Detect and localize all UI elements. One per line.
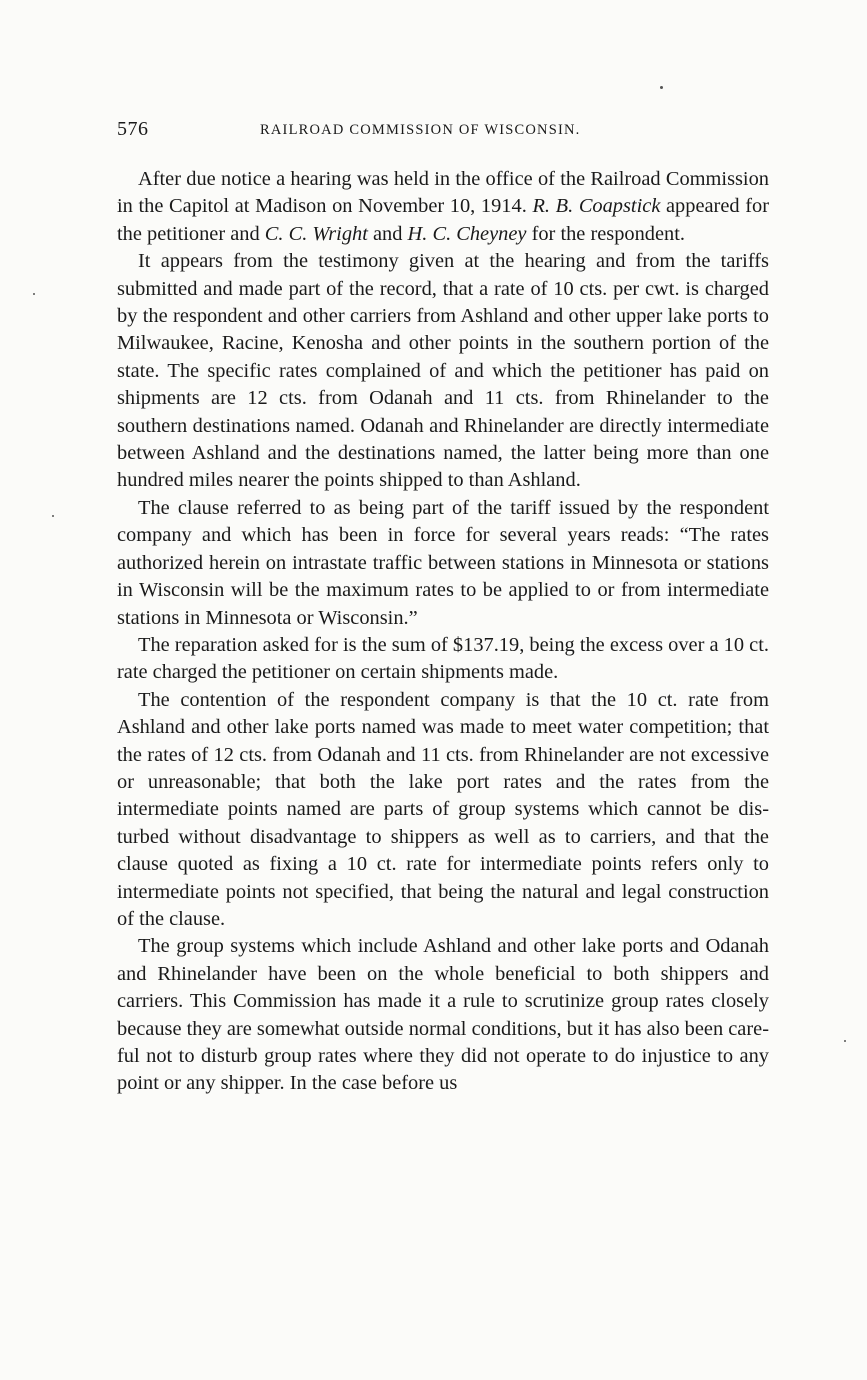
running-title: RAILROAD COMMISSION OF WISCONSIN. xyxy=(260,122,581,138)
paragraph-contention: The contention of the respondent company is that the 10 ct. rate from Ashland and other lake ports named was made to meet water competition; that the rates of 12 cts. from Odanah and 11 cts. from Rhinelander are not excessive or unreasonable; that both the lake port rates and the rates from the intermediate points named are parts of group systems which cannot be disturbed without disadvantage to shippers as well as to carriers, and that the clause quoted as fixing a 10 ct. rate for intermediate points refers only to intermediate points not specified, that being the natural and legal construction of the clause. xyxy=(117,688,769,930)
paragraph-text: and xyxy=(367,222,408,245)
print-speck xyxy=(33,293,35,295)
print-speck xyxy=(52,515,54,517)
paragraph-group-systems: The group systems which include Ashland and other lake ports and Odanah and Rhinelander have been on the whole beneficial to both shippers and carriers. This Commission has made it a rule to scrutinize group rates closely because they are somewhat outside normal conditions, but it has also been careful not to disturb group rates where they did not operate to do injustice to any point or any shipper. In the case before us xyxy=(117,935,769,1095)
respondent-attorney-name: C. C. Wright xyxy=(264,222,368,245)
paragraph-text: After due notice a hearing was held in the office of the Railroad Commission in the Capitol at Madison on November 10, 1914. xyxy=(117,168,769,218)
petitioner-attorney-name: R. B. Coapstick xyxy=(532,195,661,218)
page-number: 576 xyxy=(117,118,149,140)
respondent-attorney-name: H. C. Cheyney xyxy=(407,222,527,245)
running-head xyxy=(117,118,767,142)
paragraph-hearing xyxy=(117,166,769,248)
paragraph-reparation: The reparation asked for is the sum of $137.19, being the excess over a 10 ct. rate charged the petitioner on certain shipments made. xyxy=(117,633,769,684)
print-speck xyxy=(660,86,663,89)
paragraph-testimony: It appears from the testimony given at the hearing and from the tariffs submitted and made part of the record, that a rate of 10 cts. per cwt. is charged by the respondent and other carriers from Ashland and other upper lake ports to Milwaukee, Racine, Kenosha and other points in the southern portion of the state. The specific rates complained of and which the petitioner has paid on shipments are 12 cts. from Odanah and 11 cts. from Rhinelander to the southern destinations named. Odanah and Rhinelander are directly intermediate between Ashland and the destinations named, the latter being more than one hundred miles nearer the points shipped to than Ashland. xyxy=(117,250,769,492)
print-speck xyxy=(844,1040,846,1042)
body-text xyxy=(117,166,769,1098)
paragraph-tariff-clause: The clause referred to as being part of the tariff issued by the respondent company and which has been in force for several years reads: “The rates authorized herein on intrastate traffic between stations in Minnesota or stations in Wisconsin will be the maximum rates to be applied to or from intermediate stations in Minnesota or Wisconsin.” xyxy=(117,496,769,629)
paragraph-text: for the respondent. xyxy=(526,222,686,245)
paragraph-text: appeared for the petitioner and xyxy=(117,195,769,245)
